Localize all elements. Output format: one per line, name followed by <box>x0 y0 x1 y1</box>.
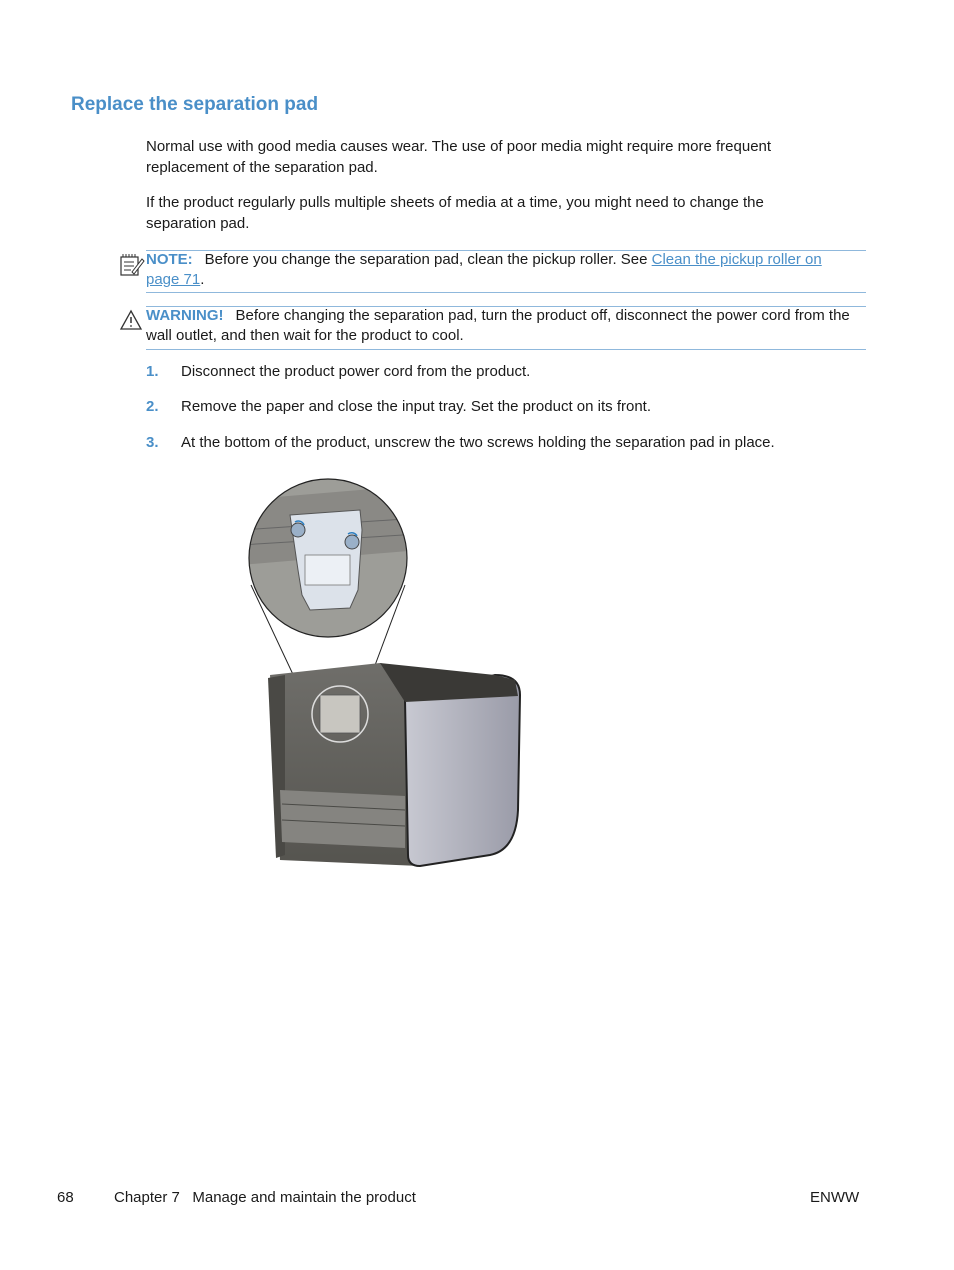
footer-chapter: Chapter 7 Manage and maintain the product <box>114 1189 416 1206</box>
intro-paragraph-1: Normal use with good media causes wear. The use of poor media might require more frequent replacement of the separation pad. <box>146 138 772 176</box>
step-text: Remove the paper and close the input tray. Set the product on its front. <box>181 398 651 415</box>
note-label: NOTE: <box>146 251 193 268</box>
footer-enww: ENWW <box>810 1189 860 1206</box>
warning-label: WARNING! <box>146 307 224 324</box>
step-text: At the bottom of the product, unscrew the two screws holding the separation pad in place. <box>181 434 775 451</box>
warning-icon <box>119 309 143 336</box>
warning-callout <box>146 306 856 346</box>
warning-text: Before changing the separation pad, turn the product off, disconnect the power cord from the wall outlet, and then wait for the product to cool. <box>146 307 850 344</box>
note-end: . <box>200 271 205 288</box>
intro-paragraph-2: If the product regularly pulls multiple sheets of media at a time, you might need to change the separation pad. <box>146 194 764 232</box>
step-text: Disconnect the product power cord from the product. <box>181 363 531 380</box>
step-number: 2. <box>146 398 159 415</box>
separation-pad-illustration <box>240 470 540 885</box>
note-callout <box>146 250 856 290</box>
note-text: Before you change the separation pad, clean the pickup roller. See <box>204 251 652 268</box>
step-number: 3. <box>146 434 159 451</box>
footer-page-number: 68 <box>57 1189 74 1206</box>
note-link-clean-pickup-roller[interactable]: Clean the pickup roller on page 71 <box>146 251 822 288</box>
section-heading: Replace the separation pad <box>71 94 319 115</box>
note-icon <box>119 253 145 282</box>
step-number: 1. <box>146 363 159 380</box>
note-bottom-rule <box>146 292 866 293</box>
warning-bottom-rule <box>146 349 866 350</box>
